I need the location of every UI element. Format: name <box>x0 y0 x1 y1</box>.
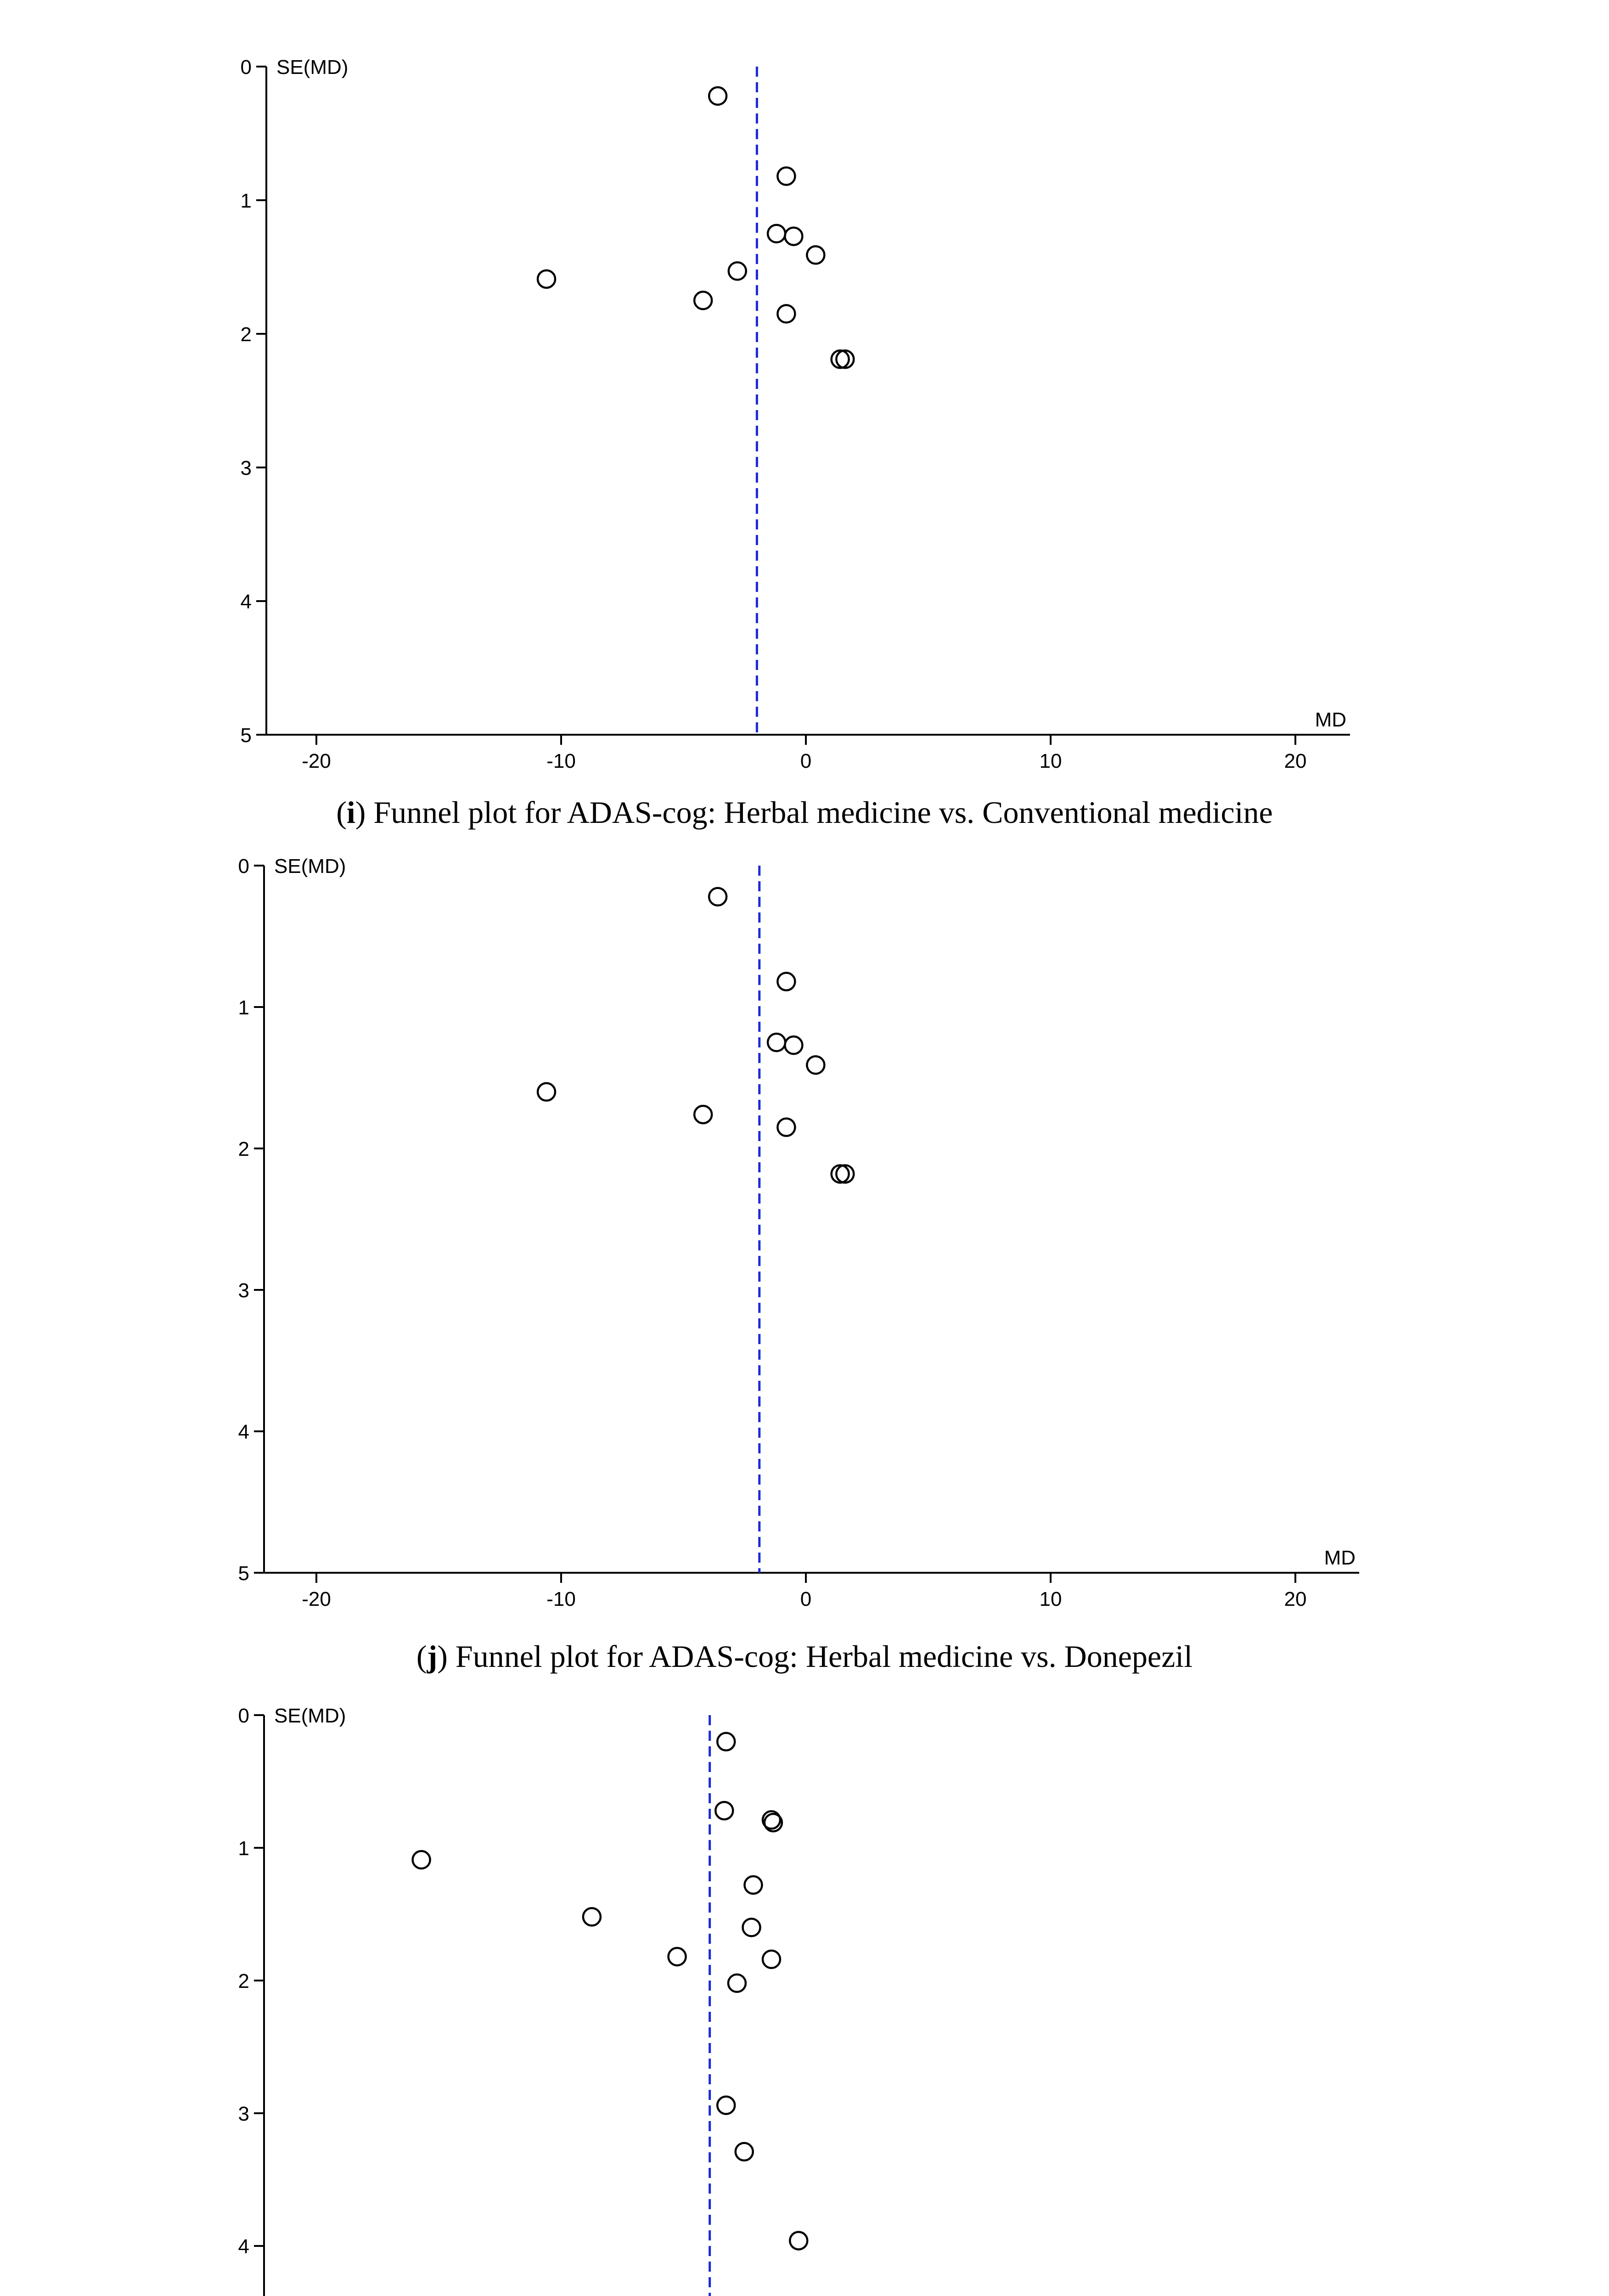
y-tick-label: 1 <box>238 1837 249 1860</box>
study-point <box>736 2143 753 2161</box>
panel-j <box>0 845 1609 1690</box>
x-axis-title: MD <box>1324 1547 1356 1569</box>
caption-j: (j) Funnel plot for ADAS-cog: Herbal medicine vs. Donepezil <box>416 1639 1193 1674</box>
study-point <box>538 1083 555 1101</box>
x-tick-label: 20 <box>1284 750 1307 772</box>
study-point <box>669 1948 686 1965</box>
caption-i: (i) Funnel plot for ADAS-cog: Herbal medicine vs. Conventional medicine <box>336 795 1273 830</box>
y-tick-label: 4 <box>238 2235 249 2258</box>
funnel-plot-k <box>0 1690 1609 2296</box>
y-tick-label: 1 <box>238 996 249 1019</box>
y-tick-label: 5 <box>238 1562 249 1585</box>
study-point <box>777 305 795 322</box>
study-point <box>413 1851 430 1868</box>
study-point <box>763 1951 780 1968</box>
study-point <box>538 270 555 288</box>
y-tick-label: 0 <box>240 56 252 79</box>
y-tick-label: 0 <box>238 855 249 878</box>
study-point <box>768 225 785 242</box>
y-tick-label: 2 <box>238 1138 249 1160</box>
panel-k <box>0 1690 1609 2296</box>
study-point <box>709 87 726 105</box>
x-tick-label: 10 <box>1039 750 1062 772</box>
y-tick-label: 4 <box>240 591 252 613</box>
study-point <box>728 1975 746 1992</box>
y-tick-label: 3 <box>238 1279 249 1302</box>
study-point <box>790 2232 807 2249</box>
y-tick-label: 1 <box>240 190 252 212</box>
study-point <box>777 973 795 990</box>
study-point <box>743 1919 760 1936</box>
study-point <box>694 1106 712 1123</box>
x-tick-label: 0 <box>800 750 812 772</box>
caption-text-i: Funnel plot for ADAS-cog: Herbal medicine vs. Conventional medicine <box>373 795 1273 830</box>
study-point <box>709 888 726 906</box>
study-point <box>744 1876 762 1894</box>
study-point <box>717 1733 735 1750</box>
study-point <box>777 168 795 185</box>
study-point <box>715 1802 733 1819</box>
study-point <box>694 292 712 309</box>
panel-i <box>0 0 1609 845</box>
study-point <box>777 1119 795 1136</box>
x-tick-label: -10 <box>546 1588 576 1610</box>
y-tick-label: 4 <box>238 1421 249 1443</box>
study-point <box>768 1034 785 1051</box>
x-tick-label: -10 <box>546 750 576 772</box>
y-tick-label: 5 <box>240 724 252 747</box>
x-tick-label: 20 <box>1284 1588 1307 1610</box>
x-tick-label: -20 <box>302 1588 331 1610</box>
x-tick-label: -20 <box>302 750 331 772</box>
panel-letter-i: i <box>346 795 355 830</box>
y-tick-label: 2 <box>240 323 252 346</box>
panel-letter-j: j <box>427 1639 438 1674</box>
x-tick-label: 10 <box>1039 1588 1062 1610</box>
y-tick-label: 2 <box>238 1970 249 1992</box>
y-axis-title: SE(MD) <box>274 855 346 878</box>
x-tick-label: 0 <box>800 1588 812 1610</box>
study-point <box>785 1036 802 1054</box>
study-point <box>717 2097 735 2114</box>
study-point <box>583 1908 601 1925</box>
study-point <box>807 246 824 264</box>
y-axis-title: SE(MD) <box>276 56 349 79</box>
caption-text-j: Funnel plot for ADAS-cog: Herbal medicine vs. Donepezil <box>455 1639 1193 1674</box>
y-tick-label: 3 <box>240 457 252 479</box>
x-axis-title: MD <box>1315 709 1346 731</box>
study-point <box>807 1056 824 1074</box>
funnel-plot-i <box>0 0 1609 799</box>
y-axis-title: SE(MD) <box>274 1705 346 1727</box>
study-point <box>729 262 746 280</box>
y-tick-label: 3 <box>238 2103 249 2125</box>
funnel-plot-j <box>0 845 1609 1644</box>
y-tick-label: 0 <box>238 1705 249 1727</box>
study-point <box>785 228 802 245</box>
